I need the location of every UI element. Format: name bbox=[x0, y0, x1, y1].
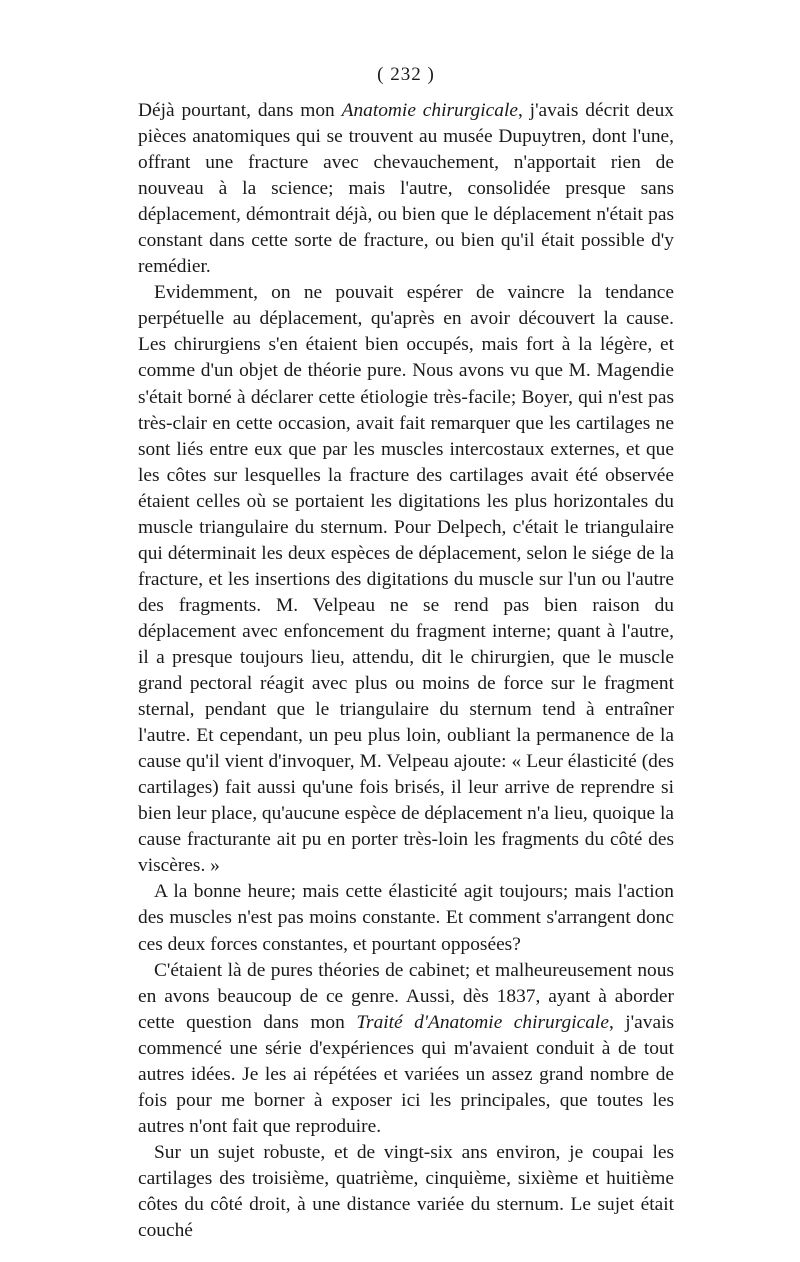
paragraph-1-text-end: , j'avais décrit deux pièces anatomiques qui se trouvent au musée Dupuytren, dont l'une, offrant une fracture avec chevauchement, n'apportait rien de nouveau à la science; mais l'autre, consolidée presque sans déplacement, démontrait déjà, ou bien que le déplacement n'était pas constant dans cette sorte de fracture, ou bien qu'il était possible d'y remédier. bbox=[138, 100, 674, 278]
book-page bbox=[138, 62, 674, 1244]
paragraph-1 bbox=[138, 98, 674, 280]
paragraph-1-italic-title: Anatomie chirurgicale bbox=[341, 100, 518, 121]
paragraph-4-text-end: , j'avais commencé une série d'expériences qui m'avaient conduit à de tout autres idées. Je les ai répétées et variées un assez grand nombre de fois pour me borner à exposer ici les principales, que toutes les autres n'ont fait que reproduire. bbox=[138, 1011, 675, 1137]
paragraph-4 bbox=[138, 958, 674, 1140]
paragraph-5: Sur un sujet robuste, et de vingt-six ans environ, je coupai les cartilages des troisième, quatrième, cinquième, sixième et huitième côtes du côté droit, à une distance variée du sternum. Le sujet était couché bbox=[138, 1141, 674, 1242]
paragraph-3: A la bonne heure; mais cette élasticité agit toujours; mais l'action des muscles n'est pas moins constante. Et comment s'arrangent donc ces deux forces constantes, et pourtant opposées? bbox=[138, 881, 674, 955]
page-number: ( 232 ) bbox=[377, 64, 435, 85]
paragraph-4-italic-title: Traité d'Anatomie chirurgicale bbox=[356, 1011, 609, 1033]
paragraph-2: Evidemment, on ne pouvait espérer de vaincre la tendance perpétuelle au déplacement, qu'après en avoir découvert la cause. Les chirurgiens s'en étaient bien occupés, mais fort à la légère, et comme d'un objet de théorie pure. Nous avons vu que M. Magendie s'était borné à déclarer cette étiologie très-facile; Boyer, qui n'est pas très-clair en cette occasion, avait fait remarquer que les cartilages ne sont liés entre eux que par les muscles intercostaux externes, et que les côtes sur lesquelles la fracture des cartilages avait été observée étaient celles où se portaient les digitations les plus horizontales du muscle triangulaire du sternum. Pour Delpech, c'était le triangulaire qui déterminait les deux espèces de déplacement, selon le siége de la fracture, et les insertions des digitations du muscle sur l'un ou l'autre des fragments. M. Velpeau ne se rend pas bien raison du déplacement avec enfoncement du fragment interne; quant à l'autre, il a presque toujours lieu, attendu, dit le chirurgien, que le muscle grand pectoral réagit avec plus ou moins de force sur le fragment sternal, pendant que le triangulaire du sternum tend à entraîner l'autre. Et cependant, un peu plus loin, oubliant la permanence de la cause qu'il vient d'invoquer, M. Velpeau ajoute: « Leur élasticité (des cartilages) fait aussi qu'une fois brisés, il leur arrive de reprendre si bien leur place, qu'aucune espèce de déplacement n'a lieu, quoique la cause fracturante ait pu en porter très-loin les fragments du côté des viscères. » bbox=[138, 282, 674, 877]
paragraph-4-text-start: C'étaient là de pures théories de cabinet; et malheureusement nous en avons beaucoup de ce genre. Aussi, dès 1837, ayant à aborder cette question dans mon bbox=[138, 959, 674, 1033]
paragraph-1-text-start: Déjà pourtant, dans mon bbox=[138, 100, 342, 121]
